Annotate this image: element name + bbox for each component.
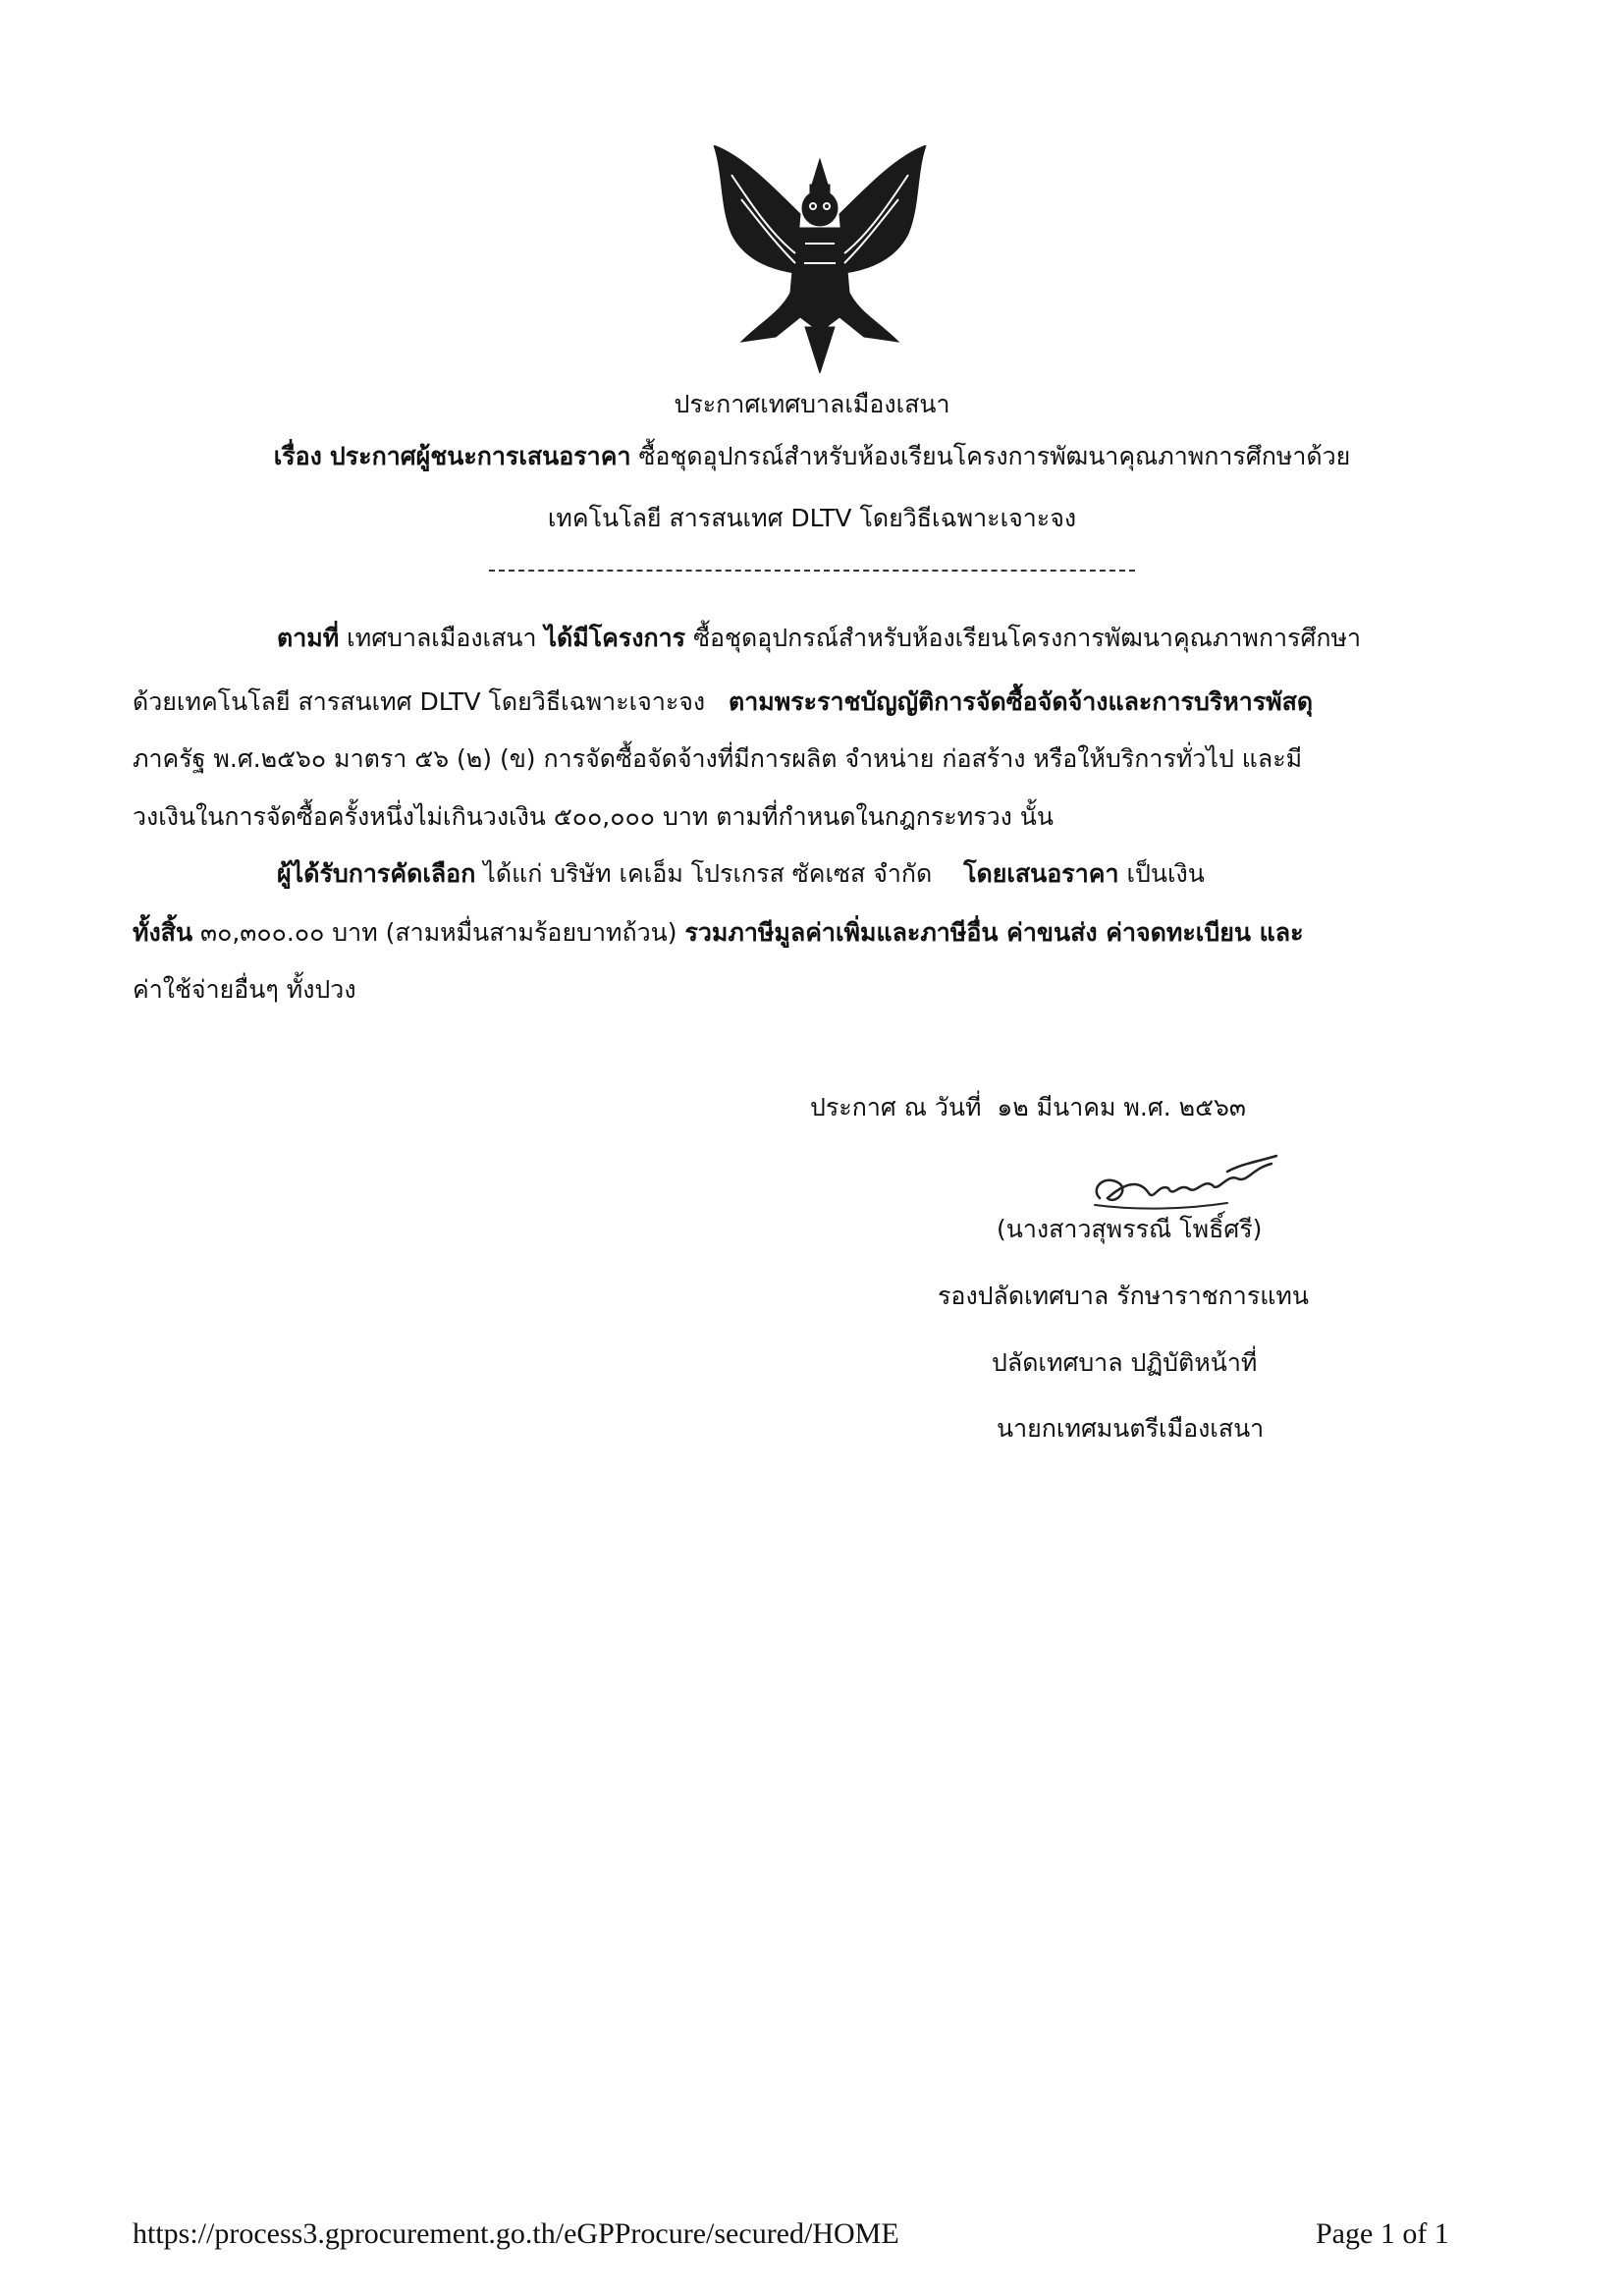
p2-l1-a: ผู้ได้รับการคัดเลือก xyxy=(277,859,476,888)
subject-line-2: เทคโนโลยี สารสนเทศ DLTV โดยวิธีเฉพาะเจาะจง xyxy=(547,504,1077,532)
p2-l2-a: ทั้งสิ้น xyxy=(133,918,193,947)
subject-bold: ประกาศผู้ชนะการเสนอราคา xyxy=(329,442,631,470)
announcement-date xyxy=(810,1088,1246,1127)
p2-l1-e: เป็นเงิน xyxy=(1118,859,1205,888)
date-value: ๑๒ มีนาคม พ.ศ. ๒๕๖๓ xyxy=(997,1093,1246,1121)
paragraph-1-line-3: ภาครัฐ พ.ศ.๒๕๖๐ มาตรา ๕๖ (๒) (ข) การจัดซื้อจัดจ้างที่มีการผลิต จำหน่าย ก่อสร้าง หรือให้บริการทั่วไป และมี xyxy=(133,744,1303,773)
signer-position-2: ปลัดเทศบาล ปฏิบัติหน้าที่ xyxy=(992,1348,1258,1377)
divider xyxy=(489,570,1135,572)
p1-l2-b: ตามพระราชบัญญัติการจัดซื้อจัดจ้างและการบริหารพัสดุ xyxy=(729,687,1314,716)
subject-rest: ซื้อชุดอุปกรณ์สำหรับห้องเรียนโครงการพัฒนาคุณภาพการศึกษาด้วย xyxy=(638,442,1351,470)
signer-name: (นางสาวสุพรรณี โพธิ์ศรี) xyxy=(997,1215,1263,1243)
paragraph-1-line-1 xyxy=(277,619,1361,658)
paragraph-2-line-2 xyxy=(133,913,1304,953)
p1-l1-c: ได้มีโครงการ xyxy=(544,624,686,652)
p1-l1-d: ซื้อชุดอุปกรณ์สำหรับห้องเรียนโครงการพัฒนาคุณภาพการศึกษา xyxy=(685,624,1362,652)
paragraph-1-line-4: วงเงินในการจัดซื้อครั้งหนึ่งไม่เกินวงเงิน ๕๐๐,๐๐๐ บาท ตามที่กำหนดในกฎกระทรวง นั้น xyxy=(133,802,1054,831)
paragraph-2-line-1 xyxy=(277,854,1205,894)
p1-l1-a: ตามที่ xyxy=(277,624,340,652)
page-indicator: Page 1 of 1 xyxy=(1316,2217,1449,2250)
p2-l1-d: โดยเสนอราคา xyxy=(963,859,1119,888)
signer-position-3: นายกเทศมนตรีเมืองเสนา xyxy=(997,1414,1265,1443)
announcement-title: ประกาศเทศบาลเมืองเสนา xyxy=(674,390,950,418)
subject-line-1 xyxy=(0,437,1624,476)
p2-l1-b: ได้แก่ xyxy=(475,859,551,888)
p1-l1-b: เทศบาลเมืองเสนา xyxy=(339,624,545,652)
subject-label: เรื่อง xyxy=(273,442,322,470)
garuda-emblem-icon xyxy=(702,145,938,373)
p1-l2-a: ด้วยเทคโนโลยี สารสนเทศ DLTV โดยวิธีเฉพาะเจาะจง xyxy=(133,687,706,716)
paragraph-2-line-3: ค่าใช้จ่ายอื่นๆ ทั้งปวง xyxy=(133,975,356,1004)
p2-l2-c: รวมภาษีมูลค่าเพิ่มและภาษีอื่น ค่าขนส่ง ค่าจดทะเบียน และ xyxy=(684,918,1304,947)
paragraph-1-line-2 xyxy=(133,683,1313,722)
p2-l2-b: ๓๐,๓๐๐.๐๐ บาท (สามหมื่นสามร้อยบาทถ้วน) xyxy=(192,918,685,947)
signer-position-1: รองปลัดเทศบาล รักษาราชการแทน xyxy=(938,1282,1309,1310)
p2-l1-c: บริษัท เคเอ็ม โปรเกรส ซัคเซส จำกัด xyxy=(550,859,933,888)
date-label: ประกาศ ณ วันที่ xyxy=(810,1093,982,1121)
footer-url: https://process3.gprocurement.go.th/eGPProcure/secured/HOME xyxy=(133,2217,899,2250)
